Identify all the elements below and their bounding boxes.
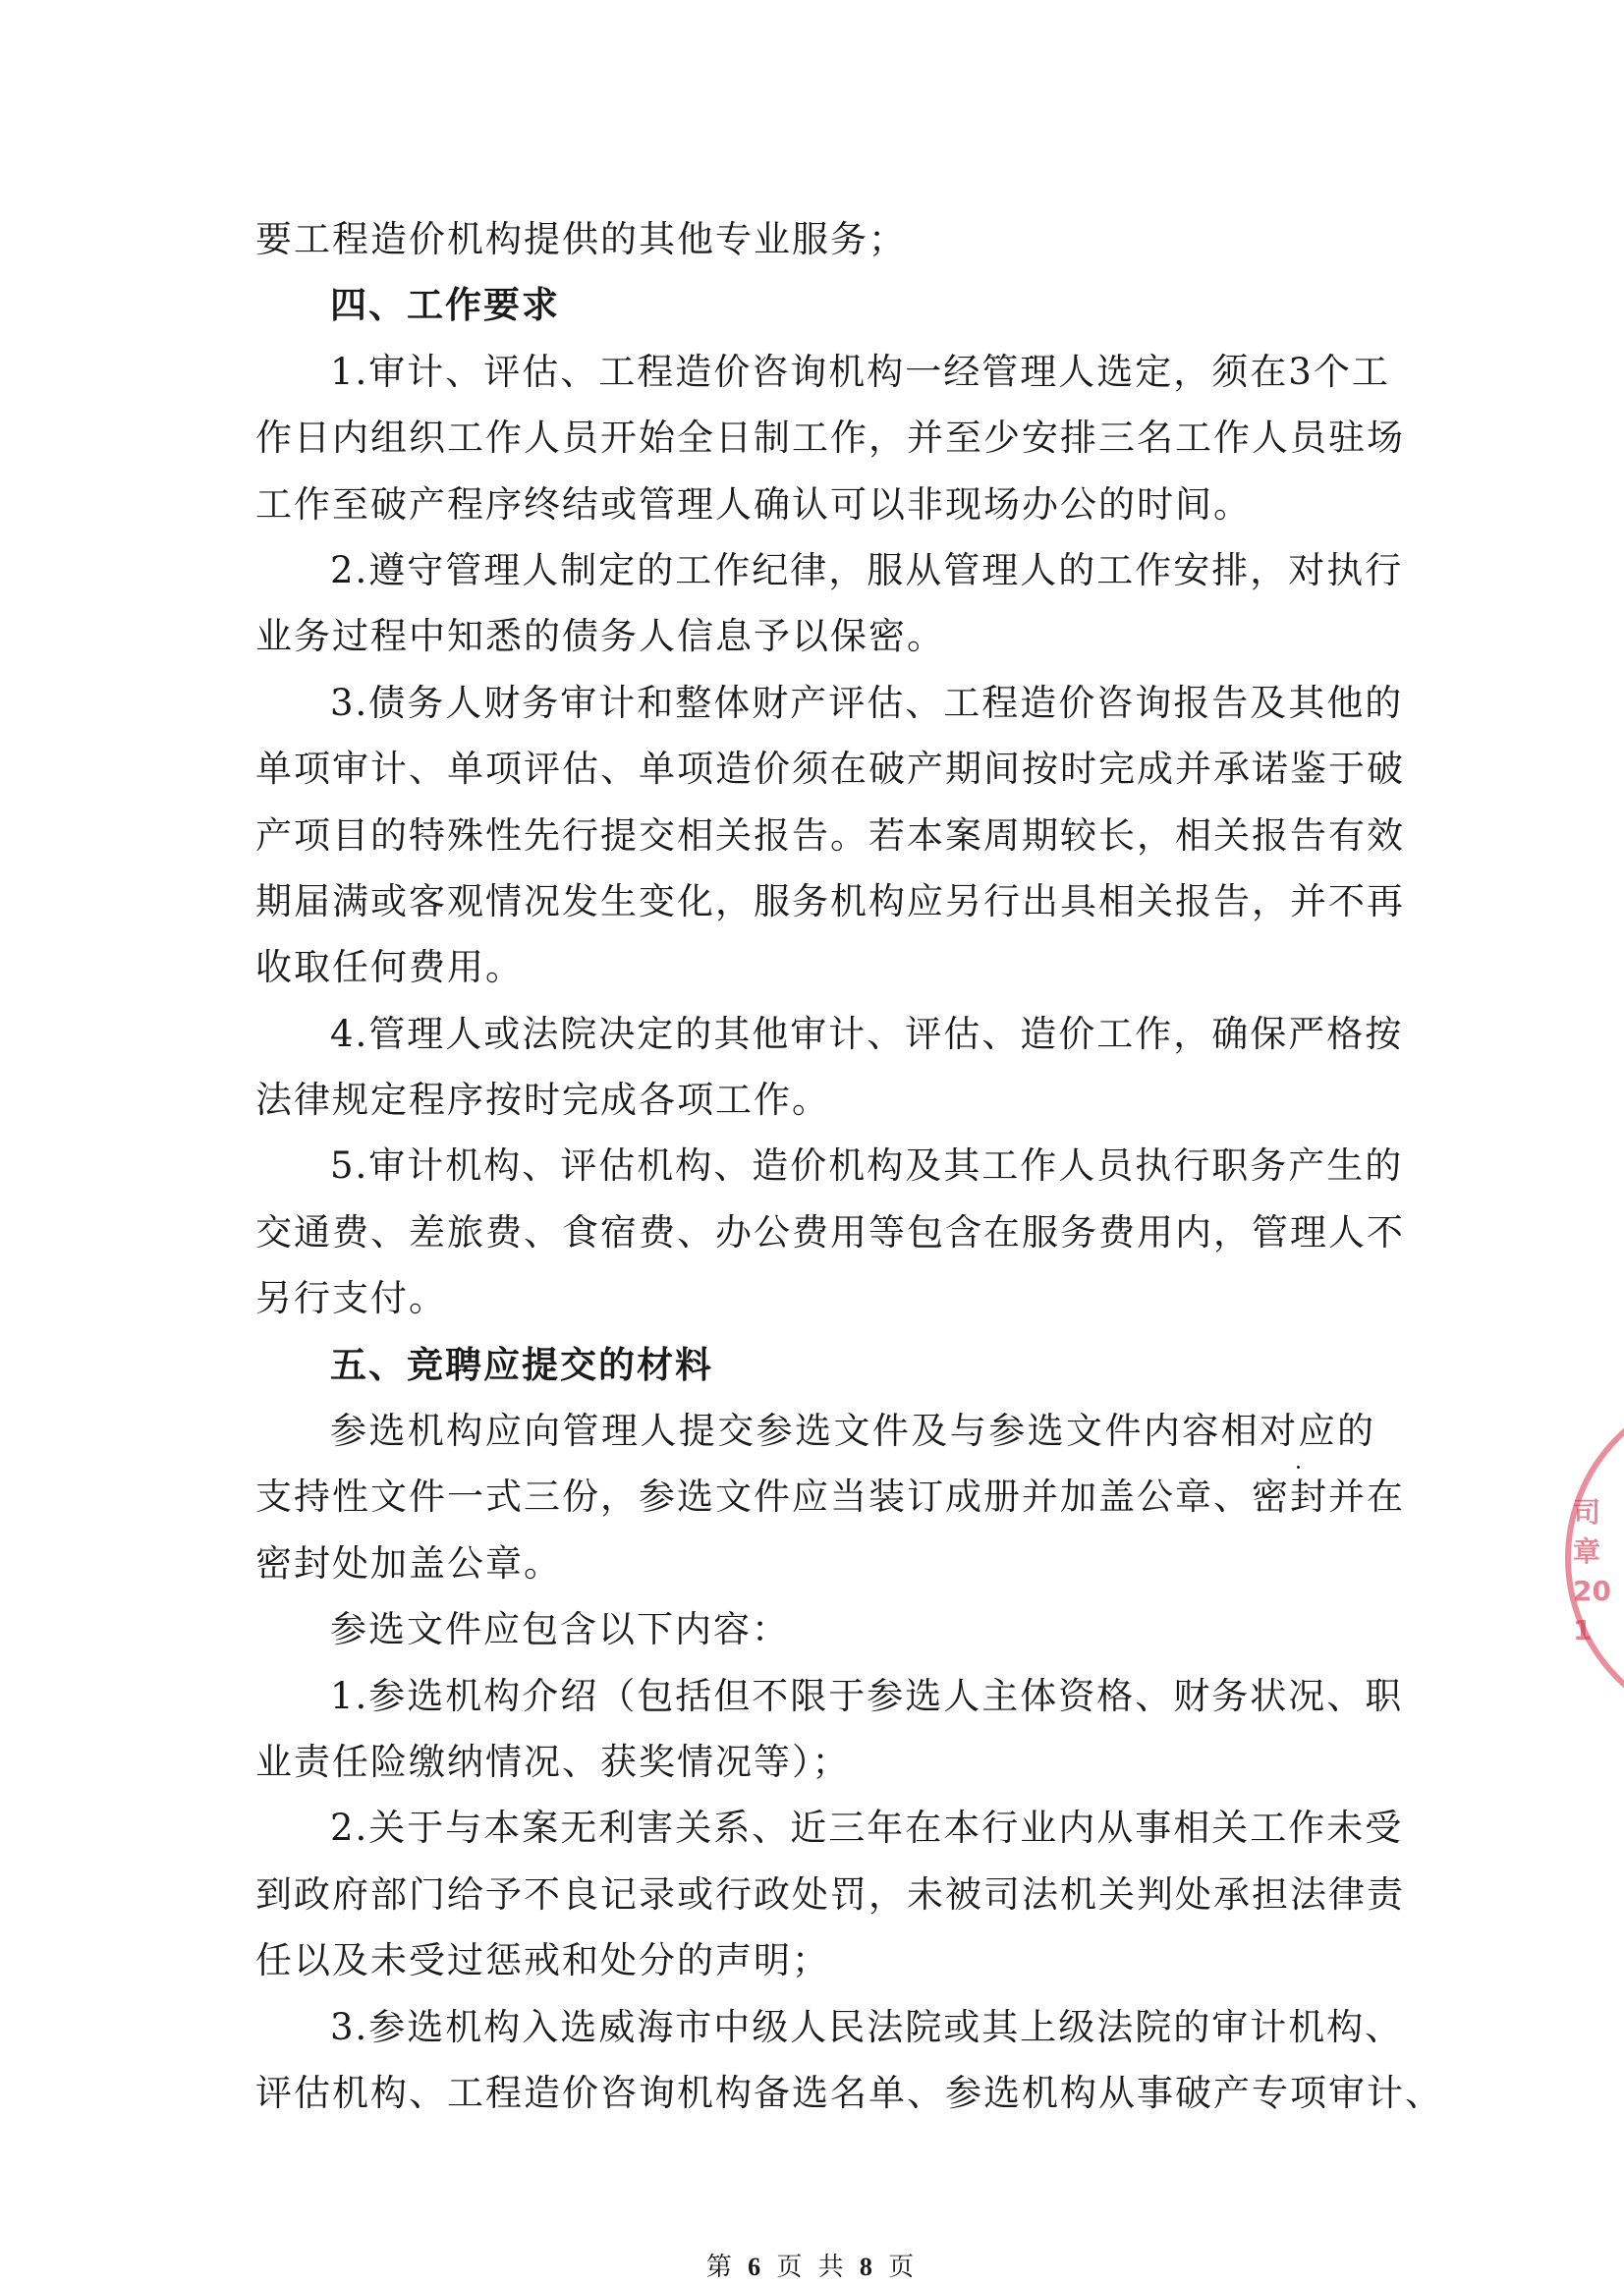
footer-middle: 页 共 xyxy=(776,2253,848,2282)
body-text-line: 2.遵守管理人制定的工作纪律，服从管理人的工作安排，对执行 xyxy=(330,548,1404,591)
section-heading: 四、工作要求 xyxy=(330,283,560,327)
body-text-line: 5.审计机构、评估机构、造价机构及其工作人员执行职务产生的 xyxy=(330,1144,1404,1188)
body-text-line: 参选文件应包含以下内容： xyxy=(330,1608,790,1651)
official-seal-fragment xyxy=(1565,1385,1624,1739)
body-text-line: 评估机构、工程造价咨询机构备选名单、参选机构从事破产专项审计、 xyxy=(255,2071,1443,2114)
body-text-line: 1.审计、评估、工程造价咨询机构一经管理人选定，须在3个工 xyxy=(330,350,1390,393)
body-text-line: 密封处加盖公章。 xyxy=(255,1541,562,1585)
body-text-line: 3.参选机构入选威海市中级人民法院或其上级法院的审计机构、 xyxy=(330,2005,1404,2048)
footer-prefix: 第 xyxy=(705,2253,736,2282)
footer-suffix: 页 xyxy=(888,2253,919,2282)
body-text-line: 单项审计、单项评估、单项造价须在破产期间按时完成并承诺鉴于破 xyxy=(255,748,1405,791)
body-text-line: 2.关于与本案无利害关系、近三年在本行业内从事相关工作未受 xyxy=(330,1807,1404,1850)
body-text-line: 期届满或客观情况发生变化，服务机构应另行出具相关报告，并不再 xyxy=(255,879,1405,922)
body-text-line: 工作至破产程序终结或管理人确认可以非现场办公的时间。 xyxy=(255,482,1252,526)
body-text-line: 法律规定程序按时完成各项工作。 xyxy=(255,1079,830,1122)
body-text-line: 到政府部门给予不良记录或行政处罚，未被司法机关判处承担法律责 xyxy=(255,1872,1405,1916)
body-text-line: 要工程造价机构提供的其他专业服务； xyxy=(255,218,907,260)
body-text-line: 交通费、差旅费、食宿费、办公费用等包含在服务费用内，管理人不 xyxy=(255,1210,1405,1254)
body-text-line: 参选机构应向管理人提交参选文件及与参选文件内容相对应的 xyxy=(330,1410,1375,1453)
footer-total-pages: 8 xyxy=(859,2253,876,2281)
body-text-line: 4.管理人或法院决定的其他审计、评估、造价工作，确保严格按 xyxy=(330,1012,1404,1055)
body-text-line: 业务过程中知悉的债务人信息予以保密。 xyxy=(255,615,945,658)
body-text-line: 另行支付。 xyxy=(255,1277,447,1320)
body-text-line: 收取任何费用。 xyxy=(255,946,524,989)
page-footer xyxy=(0,2247,1624,2283)
body-text-line: 作日内组织工作人员开始全日制工作，并至少安排三名工作人员驻场 xyxy=(255,417,1405,460)
footer-current-page: 6 xyxy=(748,2253,765,2281)
body-text-line: 业责任险缴纳情况、获奖情况等）； xyxy=(255,1740,851,1783)
body-text-line: 1.参选机构介绍（包括但不限于参选人主体资格、财务状况、职 xyxy=(330,1674,1404,1717)
document-body xyxy=(255,206,1443,2126)
body-text-line: 3.债务人财务审计和整体财产评估、工程造价咨询报告及其他的 xyxy=(330,681,1404,724)
section-heading: 五、竞聘应提交的材料 xyxy=(330,1342,713,1386)
scan-speck xyxy=(1297,1466,1300,1469)
body-text-line: 产项目的特殊性先行提交相关报告。若本案周期较长，相关报告有效 xyxy=(255,813,1405,857)
seal-text: 司章201 xyxy=(1573,1496,1611,1646)
body-text-line: 支持性文件一式三份，参选文件应当装订成册并加盖公章、密封并在 xyxy=(255,1476,1405,1519)
body-text-line: 任以及未受过惩戒和处分的声明； xyxy=(255,1939,830,1982)
